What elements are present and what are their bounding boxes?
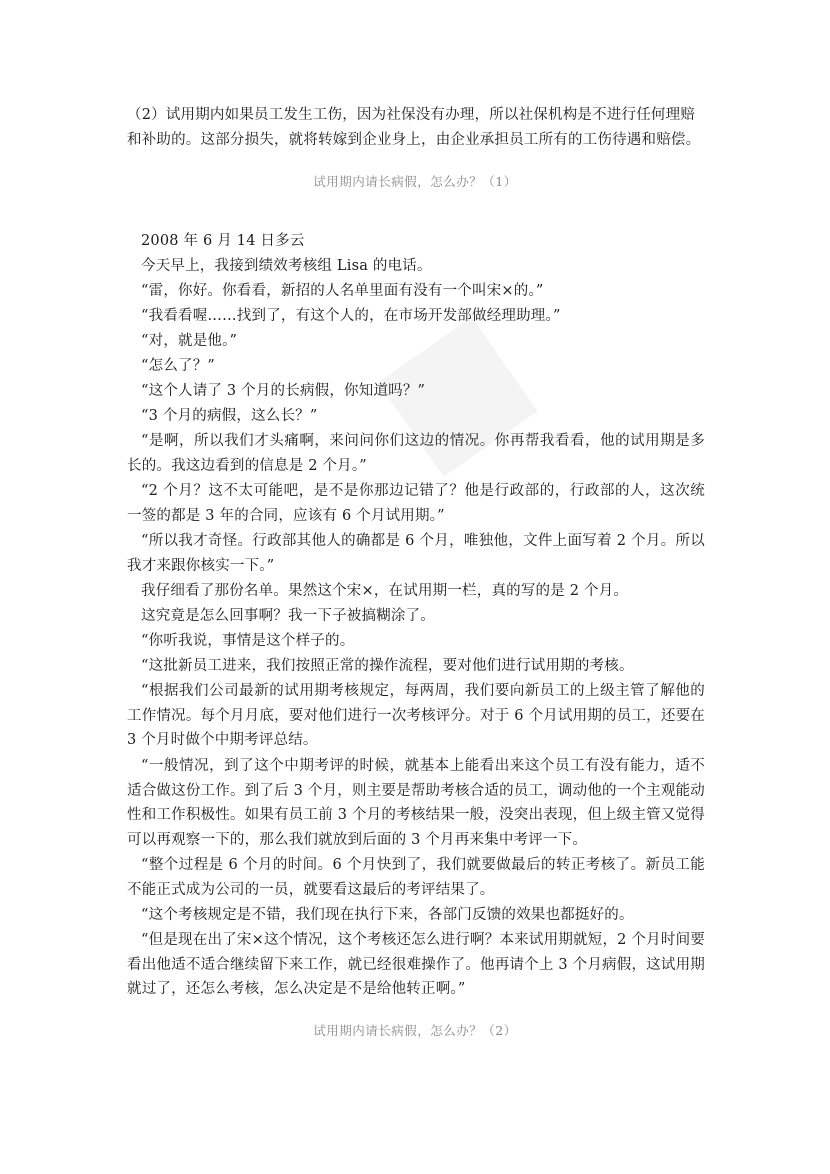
diary-line: “这个考核规定是不错，我们现在执行下来，各部门反馈的效果也都挺好的。	[141, 907, 634, 923]
diary-paragraph: “整个过程是 6 个月的时间。6 个月快到了，我们就要做最后的转正考核了。新员工能不能正式成为公司的一员，就要看这最后的考评结果了。	[127, 857, 705, 898]
diary-line: “我看看喔……找到了，有这个人的，在市场开发部做经理助理。”	[141, 308, 561, 324]
section-caption-1: 试用期内请长病假，怎么办？（1）	[313, 174, 517, 189]
diary-line: “雷，你好。你看看，新招的人名单里面有没有一个叫宋×的。”	[141, 283, 544, 299]
diary-paragraph: “所以我才奇怪。行政部其他人的确都是 6 个月，唯独他，文件上面写着 2 个月。所以我才来跟你核实一下。”	[127, 533, 705, 574]
intro-line-1: （2）试用期内如果员工发生工伤，因为社保没有办理，所以社保机构是不进行任何理赔	[127, 107, 696, 123]
diary-line: “这个人请了 3 个月的长病假，你知道吗？”	[141, 383, 426, 399]
diary-line: “3 个月的病假，这么长？”	[141, 408, 318, 424]
diary-paragraph: “但是现在出了宋×这个情况，这个考核还怎么进行啊？本来试用期就短，2 个月时间要看出他适不适合继续留下来工作，就已经很难操作了。他再请个上 3 个月病假，这试用期就过了，还怎么考核，怎么决定是不是给他转正啊。”	[127, 932, 705, 997]
section-caption-2: 试用期内请长病假，怎么办？（2）	[313, 1023, 517, 1038]
diary-line: 这究竟是怎么回事啊？我一下子被搞糊涂了。	[141, 608, 435, 624]
diary-paragraph: “2 个月？这不太可能吧，是不是你那边记错了？他是行政部的，行政部的人，这次统一签的都是 3 年的合同，应该有 6 个月试用期。”	[127, 483, 705, 524]
diary-line: “怎么了？”	[141, 358, 216, 374]
diary-date: 2008 年 6 月 14 日多云	[141, 233, 305, 249]
diary-line: “对，就是他。”	[141, 333, 238, 349]
diary-paragraph: “一般情况，到了这个中期考评的时候，就基本上能看出来这个员工有没有能力，适不适合做这份工作。到了后 3 个月，则主要是帮助考核合适的员工，调动他的一个主观能动性和工作积极性。如果有员工前 3 个月的考核结果一般，没突出表现，但上级主管又觉得可以再观察一下的，那么我们就放到后面的 3 个月再来集中考评一下。	[127, 758, 705, 848]
diary-line: “你听我说，事情是这个样子的。	[141, 633, 355, 649]
intro-line-2: 和补助的。这部分损失，就将转嫁到企业身上，由企业承担员工所有的工伤待遇和赔偿。	[127, 132, 701, 148]
diary-paragraph: “根据我们公司最新的试用期考核规定，每两周，我们要向新员工的上级主管了解他的工作情况。每个月月底，要对他们进行一次考核评分。对于 6 个月试用期的员工，还要在 3 个月时做个中期考评总结。	[127, 683, 705, 748]
diary-line: “这批新员工进来，我们按照正常的操作流程，要对他们进行试用期的考核。	[141, 658, 634, 674]
diary-line: 今天早上，我接到绩效考核组 Lisa 的电话。	[141, 258, 432, 274]
diary-line: 我仔细看了那份名单。果然这个宋×，在试用期一栏，真的写的是 2 个月。	[141, 583, 629, 599]
diary-paragraph: “是啊，所以我们才头痛啊，来问问你们这边的情况。你再帮我看看，他的试用期是多长的。我这边看到的信息是 2 个月。”	[127, 433, 705, 474]
